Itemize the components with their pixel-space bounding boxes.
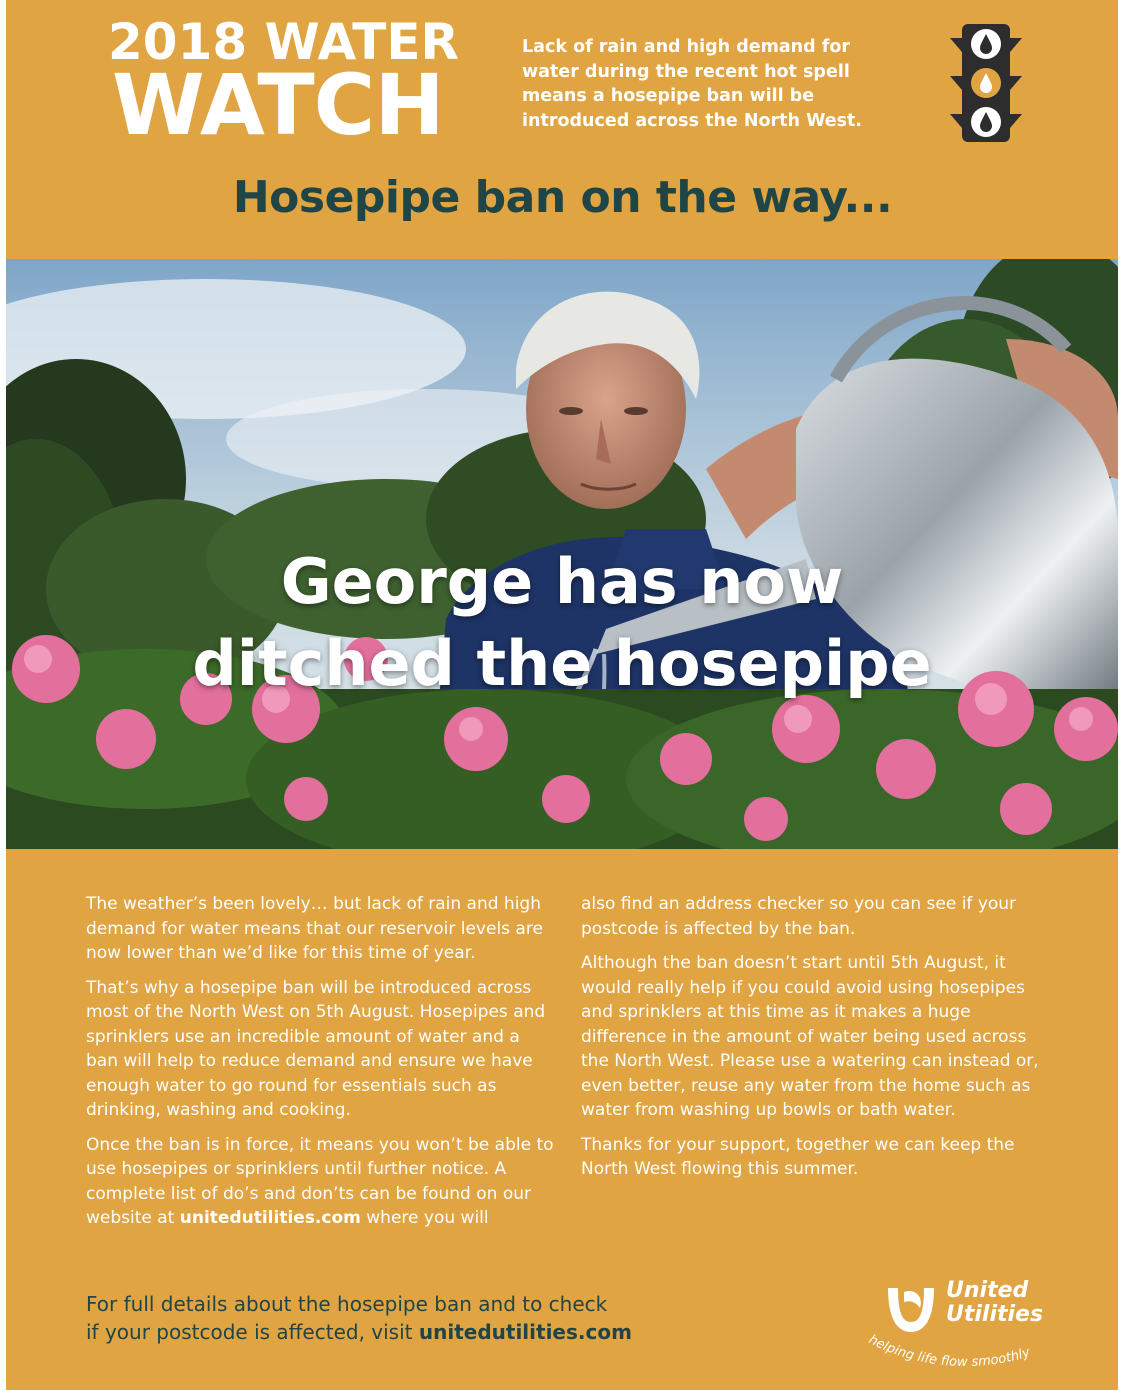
body-column-left bbox=[86, 892, 556, 1241]
body-text: Once the ban is in force, it means you won’t be able to use hosepipes or sprinklers until further notice. A complete list of do’s and don’ts can be found on our website at bbox=[86, 1134, 554, 1228]
traffic-light-icon bbox=[948, 24, 1024, 142]
svg-text:helping life flow smoothly: helping life flow smoothly bbox=[866, 1332, 1032, 1370]
footer-link[interactable]: unitedutilities.com bbox=[418, 1320, 632, 1344]
body-paragraph: also find an address checker so you can see if your postcode is affected by the ban. bbox=[581, 894, 1017, 939]
logo-text-line-2: Utilities bbox=[946, 1302, 1044, 1327]
body-paragraph: That’s why a hosepipe ban will be introduced across most of the North West on 5th August. Hosepipes and sprinklers use an incredible amount of water and a ban will help to reduce demand and ensure we have enough water to go round for essentials such as drinking, washing and cooking. bbox=[86, 977, 546, 1120]
logo-tagline bbox=[862, 1322, 1062, 1372]
intro-text: Lack of rain and high demand for water during the recent hot spell means a hosepipe ban will be introduced across the North West. bbox=[522, 37, 863, 131]
title-line-2: WATCH bbox=[112, 56, 444, 154]
body-paragraph: Although the ban doesn’t start until 5th August, it would really help if you could avoid using hosepipes and sprinklers at this time as it makes a huge difference in the amount of water being used across the North West. Please use a watering can instead or, even better, reuse any water from the home such as water from washing up bowls or bath water. bbox=[581, 953, 1039, 1120]
headline: Hosepipe ban on the way... bbox=[232, 172, 893, 223]
body-column-right bbox=[581, 892, 1041, 1192]
hero-photo bbox=[6, 259, 1118, 849]
united-utilities-logo bbox=[862, 1272, 1062, 1372]
title-line-1: 2018 WATER bbox=[108, 13, 460, 71]
footer-line-2: if your postcode is affected, visit unitedutilities.com bbox=[86, 1320, 632, 1344]
footer-cta bbox=[86, 1290, 706, 1346]
caption-line-1: George has now bbox=[280, 545, 844, 618]
body-paragraph bbox=[86, 1133, 556, 1231]
photo-caption bbox=[6, 541, 1118, 705]
website-link[interactable]: unitedutilities.com bbox=[179, 1208, 361, 1228]
body-paragraph: The weather’s been lovely… but lack of rain and high demand for water means that our reservoir levels are now lower than we’d like for this time of year. bbox=[86, 894, 543, 963]
body-paragraph: Thanks for your support, together we can keep the North West flowing this summer. bbox=[581, 1134, 1015, 1179]
footer-line-1: For full details about the hosepipe ban and to check bbox=[86, 1292, 608, 1316]
caption-line-2: ditched the hosepipe bbox=[192, 627, 932, 700]
logo-text-line-1: United bbox=[946, 1278, 1029, 1303]
body-text: where you will bbox=[366, 1208, 489, 1228]
